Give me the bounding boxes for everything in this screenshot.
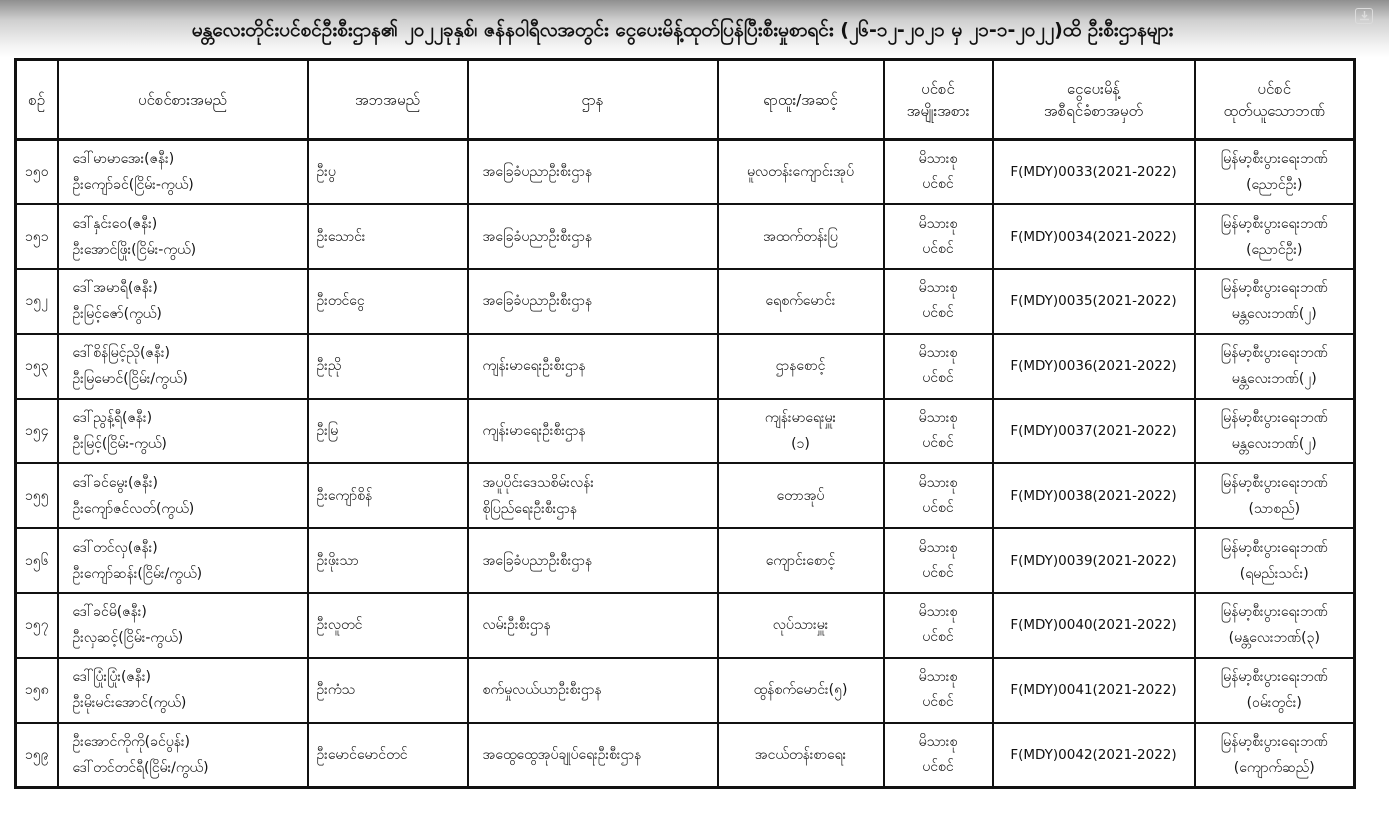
header-pension-type-line: အမျိုးအစား: [906, 101, 970, 120]
cell-name-line: ဦးမြင့်(ငြိမ်း-ကွယ်): [72, 436, 167, 453]
cell-name: [58, 204, 308, 269]
cell-position: [718, 334, 884, 399]
cell-pension-type: [884, 723, 993, 788]
cell-bank-line: မြန်မာ့စီးပွားရေးဘဏ်: [1220, 539, 1328, 556]
cell-department-line: ကျန်းမာရေးဦးစီးဌာန: [482, 423, 586, 440]
table-row: [16, 204, 1355, 269]
cell-department-line: ကျန်းမာရေးဦးစီးဌာန: [482, 358, 586, 375]
cell-pension-type-line: မိသားစု: [918, 215, 958, 232]
cell-bank-line: မြန်မာ့စီးပွားရေးဘဏ်: [1220, 151, 1328, 168]
cell-pension-type-line: ပင်စင်: [922, 370, 954, 387]
cell-no: ၁၅၆: [16, 528, 58, 593]
cell-department: [468, 463, 718, 528]
cell-no: ၁၅၈: [16, 658, 58, 723]
cell-father: ဦးပွ: [308, 140, 468, 205]
cell-name: [58, 269, 308, 334]
cell-pension-type: [884, 204, 993, 269]
cell-name-line: ဒေါ်ခင်မွေး(ဇနီး): [72, 474, 159, 491]
cell-name: [58, 658, 308, 723]
cell-permit-no: F(MDY)0037(2021-2022): [993, 399, 1195, 464]
cell-permit-no: F(MDY)0034(2021-2022): [993, 204, 1195, 269]
cell-father: ဦးညို: [308, 334, 468, 399]
cell-department: [468, 140, 718, 205]
cell-bank-line: (ညောင်ဦး): [1246, 241, 1303, 258]
cell-department: [468, 334, 718, 399]
header-department: ဌာန: [468, 60, 718, 140]
cell-name-line: ဒေါ်ပြုံးပြုံး(ဇနီး): [72, 669, 152, 686]
cell-department: [468, 658, 718, 723]
cell-father: ဦးကျော်စိန်: [308, 463, 468, 528]
cell-no: ၁၅၂: [16, 269, 58, 334]
cell-position: [718, 399, 884, 464]
header-permit-no-line: အစီရင်ခံစာအမှတ်: [1043, 101, 1144, 120]
cell-father: ဦးကံသ: [308, 658, 468, 723]
cell-pension-type-line: မိသားစု: [918, 539, 958, 556]
cell-pension-type-line: မိသားစု: [918, 604, 958, 621]
cell-name-line: ဦးကျော်ဇင်လတ်(ကွယ်): [72, 500, 195, 517]
cell-department: [468, 269, 718, 334]
cell-permit-no: F(MDY)0042(2021-2022): [993, 723, 1195, 788]
cell-position: [718, 723, 884, 788]
cell-pension-type-line: မိသားစု: [918, 345, 958, 362]
cell-name-line: ဦးမိုးမင်းအောင်(ကွယ်): [72, 695, 187, 712]
cell-department-line: အပူပိုင်းဒေသစိမ်းလန်း: [482, 474, 594, 491]
cell-permit-no: F(MDY)0035(2021-2022): [993, 269, 1195, 334]
cell-permit-no: F(MDY)0033(2021-2022): [993, 140, 1195, 205]
cell-position: [718, 463, 884, 528]
table-row: [16, 658, 1355, 723]
table-row: [16, 334, 1355, 399]
cell-father: ဦးမြ: [308, 399, 468, 464]
cell-bank-line: (သာစည်): [1248, 500, 1301, 517]
cell-name-line: ဒေါ်စိန်မြင့်ညို(ဇနီး): [72, 345, 170, 362]
cell-name: [58, 140, 308, 205]
cell-bank-line: မြန်မာ့စီးပွားရေးဘဏ်: [1220, 215, 1328, 232]
cell-name: [58, 334, 308, 399]
cell-bank: [1195, 723, 1355, 788]
cell-department-line: လမ်းဦးစီးဌာန: [482, 617, 551, 634]
cell-bank-line: (ကျောက်ဆည်): [1233, 759, 1315, 776]
cell-position: [718, 269, 884, 334]
cell-pension-type-line: ပင်စင်: [922, 240, 954, 257]
cell-pension-type: [884, 463, 993, 528]
header-no: စဉ်: [16, 60, 58, 140]
cell-bank-line: မြန်မာ့စီးပွားရေးဘဏ်: [1220, 604, 1328, 621]
cell-father: ဦးတင်ငွေ: [308, 269, 468, 334]
table-row: [16, 269, 1355, 334]
cell-name-line: ဒေါ်တင်တင်ရီ(ငြိမ်း/ကွယ်): [72, 759, 209, 776]
cell-bank-line: (မန္တလေးဘဏ်(၃): [1228, 630, 1320, 647]
cell-bank-line: မြန်မာ့စီးပွားရေးဘဏ်: [1220, 345, 1328, 362]
cell-position-line: အငယ်တန်းစာရေး: [754, 746, 847, 763]
document-title: မန္တလေးတိုင်းပင်စင်ဦးစီးဌာန၏ ၂၀၂၂ခုနှစ်၊ ဇန်နဝါရီလအတွင်း ငွေပေးမိန့်ထုတ်ပြန်ပြီးစီးမှုစာရင်း (၂၆-၁၂-၂၀၂၁ မှ ၂၁-၁-၂၀၂၂)ထိ ဦးစီးဌာနများ: [191, 19, 1174, 41]
cell-department: [468, 593, 718, 658]
cell-name-line: ဦးကျော်ခင်(ငြိမ်း-ကွယ်): [72, 177, 194, 194]
cell-position-line: အထက်တန်းပြ: [763, 228, 838, 245]
cell-bank-line: မြန်မာ့စီးပွားရေးဘဏ်: [1220, 280, 1328, 297]
cell-no: ၁၅၄: [16, 399, 58, 464]
header-name: ပင်စင်စားအမည်: [58, 60, 308, 140]
cell-position-line: ဌာနစောင့်: [775, 358, 826, 375]
cell-name-line: ဒေါ်ခင်မိ(ဇနီး): [72, 604, 147, 621]
cell-no: ၁၅၅: [16, 463, 58, 528]
cell-name: [58, 463, 308, 528]
cell-pension-type: [884, 658, 993, 723]
header-bank-line: ထုတ်ယူသောဘဏ်: [1223, 101, 1325, 120]
cell-permit-no: F(MDY)0040(2021-2022): [993, 593, 1195, 658]
cell-permit-no: F(MDY)0036(2021-2022): [993, 334, 1195, 399]
cell-bank: [1195, 334, 1355, 399]
table-row: [16, 140, 1355, 205]
cell-department: [468, 204, 718, 269]
cell-father: ဦးဖိုးသာ: [308, 528, 468, 593]
cell-department-line: အခြေခံပညာဦးစီးဌာန: [482, 228, 593, 245]
cell-name-line: ဦးမြင့်ဇော်(ကွယ်): [72, 306, 162, 323]
cell-bank: [1195, 140, 1355, 205]
cell-department: [468, 528, 718, 593]
cell-position: [718, 528, 884, 593]
header-position: ရာထူး/အဆင့်: [718, 60, 884, 140]
cell-pension-type-line: ပင်စင်: [922, 499, 954, 516]
cell-bank: [1195, 399, 1355, 464]
cell-pension-type: [884, 528, 993, 593]
cell-department-line: စိုပြည်ရေးဦးစီးဌာန: [482, 500, 577, 517]
cell-no: ၁၅၁: [16, 204, 58, 269]
cell-position-line: မူလတန်းကျောင်းအုပ်: [747, 164, 854, 181]
header-father: အဘအမည်: [308, 60, 468, 140]
cell-position-line: ရေစက်မောင်း: [765, 293, 836, 310]
cell-pension-type-line: ပင်စင်: [922, 694, 954, 711]
cell-pension-type-line: မိသားစု: [918, 280, 958, 297]
cell-pension-type: [884, 269, 993, 334]
cell-bank-line: မန္တလေးဘဏ်(၂): [1231, 306, 1317, 323]
cell-department-line: အခြေခံပညာဦးစီးဌာန: [482, 164, 593, 181]
cell-permit-no: F(MDY)0039(2021-2022): [993, 528, 1195, 593]
cell-pension-type-line: ပင်စင်: [922, 629, 954, 646]
cell-department-line: အခြေခံပညာဦးစီးဌာန: [482, 552, 593, 569]
cell-pension-type-line: ပင်စင်: [922, 758, 954, 775]
cell-pension-type: [884, 399, 993, 464]
cell-no: ၁၅၃: [16, 334, 58, 399]
cell-name: [58, 593, 308, 658]
cell-permit-no: F(MDY)0038(2021-2022): [993, 463, 1195, 528]
cell-no: ၁၅၉: [16, 723, 58, 788]
cell-pension-type-line: ပင်စင်: [922, 564, 954, 581]
cell-bank-line: မန္တလေးဘဏ်(၂): [1231, 371, 1317, 388]
cell-position: [718, 593, 884, 658]
cell-department: [468, 723, 718, 788]
header-permit-no-line: ငွေပေးမိန့်: [1066, 79, 1121, 98]
table-row: [16, 593, 1355, 658]
cell-no: ၁၅၇: [16, 593, 58, 658]
cell-name: [58, 528, 308, 593]
header-bank-line: ပင်စင်: [1257, 79, 1292, 98]
table-row: [16, 463, 1355, 528]
cell-name-line: ဦးကျော်ဆန်း(ငြိမ်း/ကွယ်): [72, 565, 203, 582]
cell-name: [58, 399, 308, 464]
cell-position: [718, 140, 884, 205]
table-header-row: [16, 60, 1355, 140]
cell-position: [718, 204, 884, 269]
cell-department-line: စက်မှုလယ်ယာဦးစီးဌာန: [482, 682, 602, 699]
cell-pension-type-line: မိသားစု: [918, 669, 958, 686]
header-pension-type: [884, 60, 993, 140]
cell-pension-type: [884, 140, 993, 205]
cell-bank-line: (ညောင်ဦး): [1246, 177, 1303, 194]
cell-name-line: ဒေါ်တင်လှ(ဇနီး): [72, 539, 158, 556]
cell-pension-type-line: ပင်စင်: [922, 305, 954, 322]
cell-name-line: ဒေါ်မာမာအေး(ဇနီး): [72, 151, 175, 168]
cell-bank: [1195, 658, 1355, 723]
cell-bank: [1195, 593, 1355, 658]
cell-pension-type-line: မိသားစု: [918, 151, 958, 168]
header-pension-type-line: ပင်စင်: [921, 79, 955, 98]
cell-position-line: ထွန်စက်မောင်း(၅): [753, 682, 848, 699]
cell-pension-type: [884, 334, 993, 399]
cell-no: ၁၅၀: [16, 140, 58, 205]
cell-position: [718, 658, 884, 723]
cell-pension-type-line: မိသားစု: [918, 733, 958, 750]
pension-table: [14, 58, 1356, 789]
table-body: [16, 140, 1355, 788]
cell-name-line: ဦးလှဆင့်(ငြိမ်း-ကွယ်): [72, 630, 184, 647]
download-icon-glyph: [1359, 11, 1370, 21]
cell-name-line: ဦးမြမောင်(ငြိမ်း/ကွယ်): [72, 371, 188, 388]
header-bank: [1195, 60, 1355, 140]
cell-bank: [1195, 463, 1355, 528]
cell-position-line: တောအုပ်: [776, 487, 825, 504]
cell-bank: [1195, 269, 1355, 334]
cell-bank-line: (ဝမ်းတွင်း): [1246, 695, 1302, 712]
cell-bank-line: မြန်မာ့စီးပွားရေးဘဏ်: [1220, 669, 1328, 686]
table-row: [16, 723, 1355, 788]
cell-father: ဦးမောင်မောင်တင်: [308, 723, 468, 788]
cell-department-line: အခြေခံပညာဦးစီးဌာန: [482, 293, 593, 310]
cell-pension-type-line: ပင်စင်: [922, 435, 954, 452]
cell-position-line: ကျန်းမာရေးမှူး: [764, 410, 837, 427]
cell-name-line: ဦးအောင်ဖြိုး(ငြိမ်း-ကွယ်): [72, 241, 197, 258]
cell-pension-type: [884, 593, 993, 658]
cell-bank-line: (ရမည်းသင်း): [1239, 565, 1309, 582]
cell-pension-type-line: မိသားစု: [918, 474, 958, 491]
table-row: [16, 399, 1355, 464]
cell-father: ဦးလူတင်: [308, 593, 468, 658]
cell-bank: [1195, 528, 1355, 593]
cell-father: ဦးသောင်း: [308, 204, 468, 269]
cell-position-line: ကျောင်းစောင့်: [765, 552, 836, 569]
cell-bank-line: မြန်မာ့စီးပွားရေးဘဏ်: [1220, 410, 1328, 427]
cell-department: [468, 399, 718, 464]
cell-permit-no: F(MDY)0041(2021-2022): [993, 658, 1195, 723]
cell-bank: [1195, 204, 1355, 269]
cell-position-line: လုပ်သားမှူး: [772, 617, 829, 634]
cell-pension-type-line: မိသားစု: [918, 410, 958, 427]
cell-bank-line: မြန်မာ့စီးပွားရေးဘဏ်: [1220, 474, 1328, 491]
cell-department-line: အထွေထွေအုပ်ချုပ်ရေးဦးစီးဌာန: [482, 746, 642, 763]
cell-bank-line: မြန်မာ့စီးပွားရေးဘဏ်: [1220, 733, 1328, 750]
cell-pension-type-line: ပင်စင်: [922, 176, 954, 193]
cell-name: [58, 723, 308, 788]
table-row: [16, 528, 1355, 593]
download-icon[interactable]: [1355, 8, 1373, 24]
cell-name-line: ဒေါ်ညွန့်ရီ(ဇနီး): [72, 410, 153, 427]
cell-name-line: ဒေါ်နှင်းဝေ(ဇနီး): [72, 215, 158, 232]
header-permit-no: [993, 60, 1195, 140]
cell-bank-line: မန္တလေးဘဏ်(၂): [1231, 436, 1317, 453]
cell-name-line: ဦးအောင်ကိုကို(ခင်ပွန်း): [72, 733, 190, 750]
cell-name-line: ဒေါ်အမာရီ(ဇနီး): [72, 280, 158, 297]
cell-position-line: (၁): [791, 436, 810, 453]
